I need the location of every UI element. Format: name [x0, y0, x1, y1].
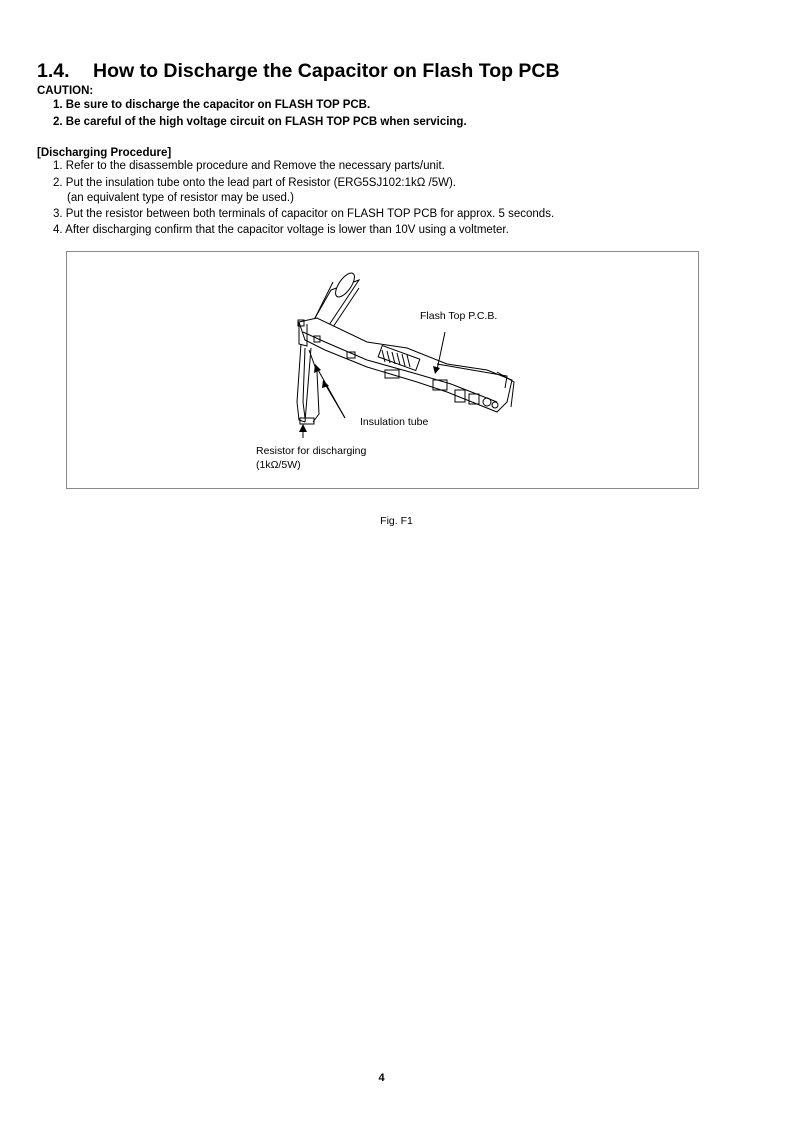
resistor-arrowhead: [299, 424, 307, 432]
label-resistor-value: (1kΩ/5W): [256, 459, 301, 471]
label-resistor: Resistor for discharging: [256, 445, 367, 457]
figure-box: [66, 251, 699, 489]
caution-item-1: 1. Be sure to discharge the capacitor on FLASH TOP PCB.: [53, 99, 371, 111]
section-heading: How to Discharge the Capacitor on Flash Top PCB: [93, 60, 560, 82]
flash-pcb-illustration: [67, 252, 700, 490]
procedure-heading: [Discharging Procedure]: [37, 147, 172, 159]
page-number: 4: [378, 1072, 385, 1084]
caution-heading: CAUTION:: [37, 85, 94, 97]
tube-leader-line-2: [325, 384, 345, 418]
caution-item-2: 2. Be careful of the high voltage circuit on FLASH TOP PCB when servicing.: [53, 116, 467, 128]
section-number: 1.4.: [37, 60, 70, 82]
procedure-step-3: 3. Put the resistor between both terminals of capacitor on FLASH TOP PCB for approx. 5 seconds.: [53, 208, 555, 220]
figure-caption: Fig. F1: [380, 515, 413, 527]
procedure-step-1: 1. Refer to the disassemble procedure and Remove the necessary parts/unit.: [53, 160, 445, 172]
tube-arrowhead-1: [314, 364, 321, 373]
procedure-step-2: 2. Put the insulation tube onto the lead part of Resistor (ERG5SJ102:1kΩ /5W).: [53, 177, 457, 189]
procedure-step-2-note: (an equivalent type of resistor may be used.): [67, 192, 294, 204]
resistor-loop: [297, 344, 319, 424]
procedure-step-4: 4. After discharging confirm that the capacitor voltage is lower than 10V using a voltmeter.: [53, 224, 509, 236]
section-title: [37, 60, 560, 83]
pcb-board: [299, 318, 514, 412]
label-insulation-tube: Insulation tube: [360, 416, 429, 428]
label-flash-top-pcb: Flash Top P.C.B.: [420, 310, 498, 322]
